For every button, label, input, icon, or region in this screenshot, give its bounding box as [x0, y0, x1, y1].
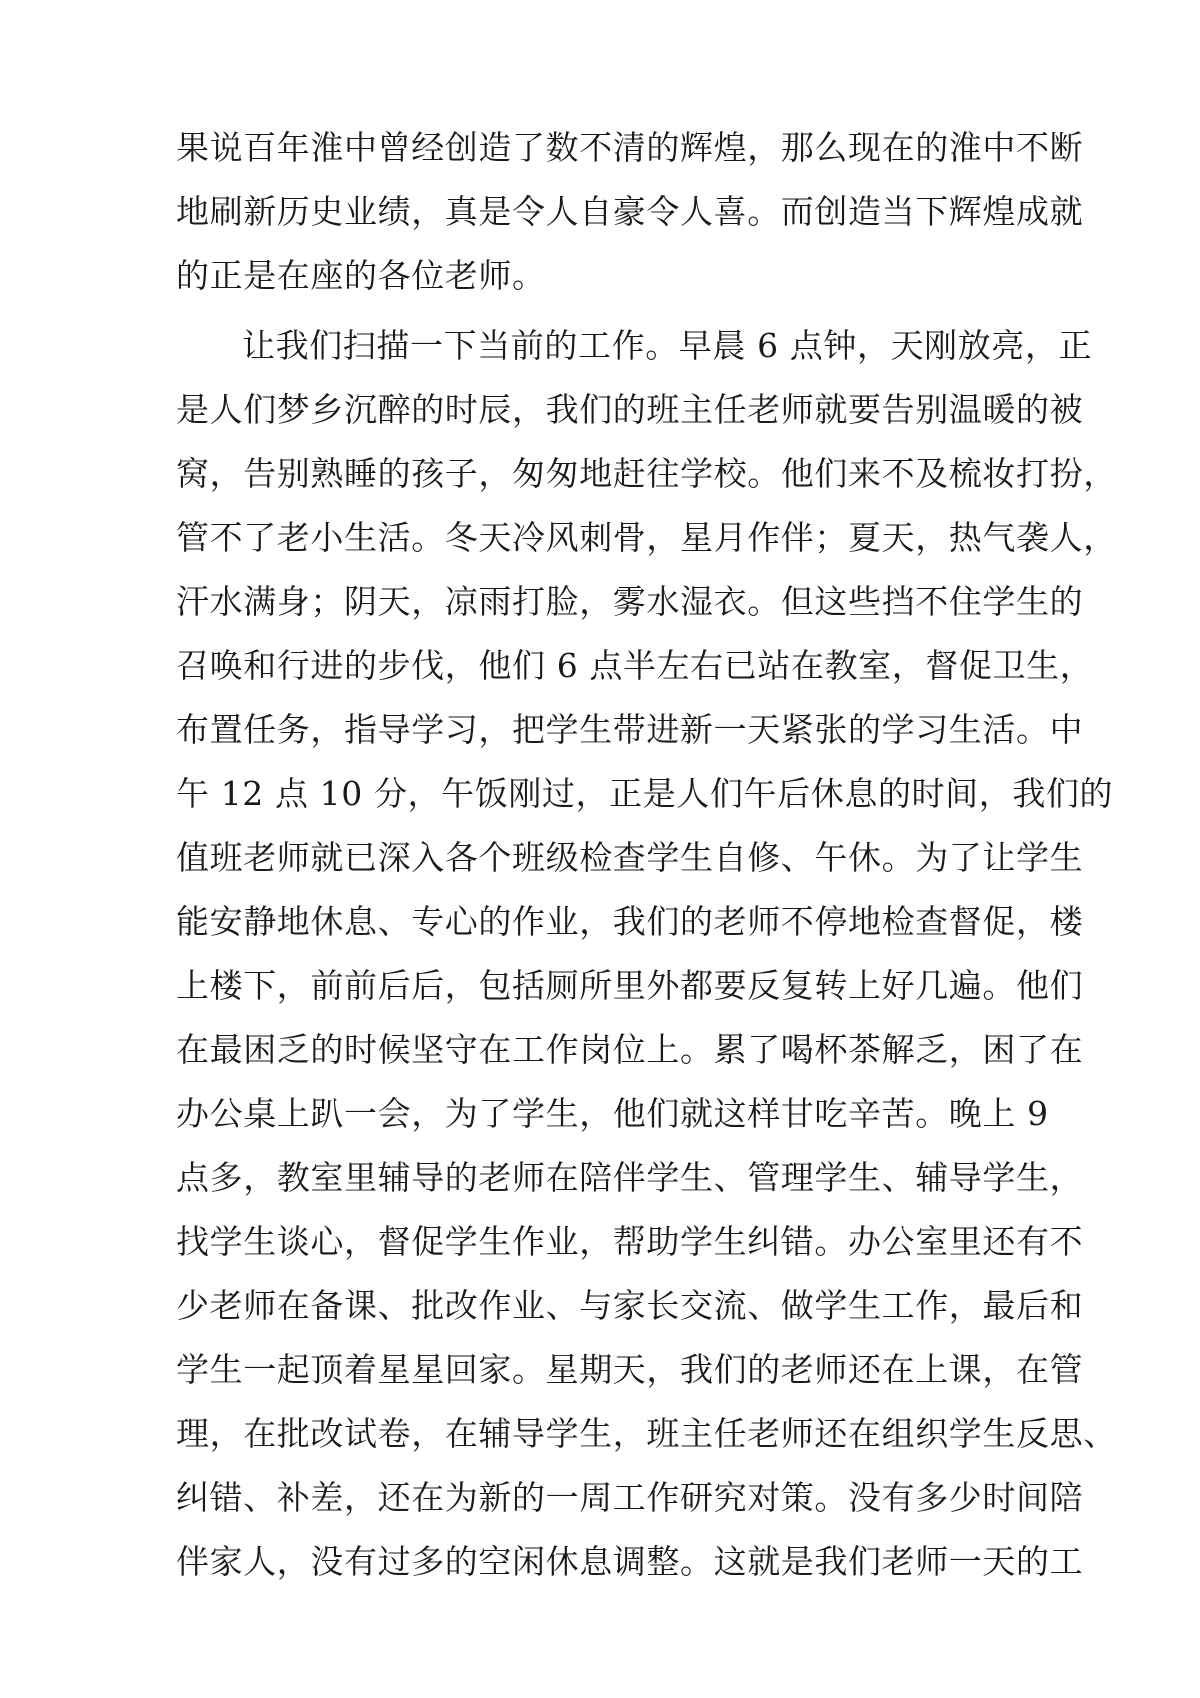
text-line: 找学生谈心，督促学生作业，帮助学生纠错。办公室里还有不: [176, 1222, 1084, 1261]
text-line: 是人们梦乡沉醉的时辰，我们的班主任老师就要告别温暖的被: [176, 390, 1084, 429]
body-text: [176, 116, 1117, 1658]
text-line: 伴家人，没有过多的空闲休息调整。这就是我们老师一天的工: [176, 1542, 1084, 1581]
text-line: 少老师在备课、批改作业、与家长交流、做学生工作，最后和: [176, 1286, 1084, 1325]
text-line: 窝，告别熟睡的孩子，匆匆地赶往学校。他们来不及梳妆打扮，: [176, 454, 1117, 493]
text-line: 点多，教室里辅导的老师在陪伴学生、管理学生、辅导学生，: [176, 1158, 1084, 1197]
text-line: 午 12 点 10 分，午饭刚过，正是人们午后休息的时间，我们的: [176, 774, 1114, 813]
text-line: 汗水满身；阴天，凉雨打脸，雾水湿衣。但这些挡不住学生的: [176, 582, 1084, 621]
text-line: 召唤和行进的步伐，他们 6 点半左右已站在教室，督促卫生，: [176, 646, 1094, 685]
text-line: 值班老师就已深入各个班级检查学生自修、午休。为了让学生: [176, 838, 1084, 877]
text-line: 布置任务，指导学习，把学生带进新一天紧张的学习生活。中: [176, 710, 1084, 749]
text-line: 在最困乏的时候坚守在工作岗位上。累了喝杯茶解乏，困了在: [176, 1030, 1084, 1069]
text-line: 学生一起顶着星星回家。星期天，我们的老师还在上课，在管: [176, 1350, 1084, 1389]
text-line: 地刷新历史业绩，真是令人自豪令人喜。而创造当下辉煌成就: [176, 192, 1084, 231]
text-line: [176, 1594, 1036, 1658]
text-line: 纠错、补差，还在为新的一周工作研究对策。没有多少时间陪: [176, 1478, 1084, 1517]
text-line: 理，在批改试卷，在辅导学生，班主任老师还在组织学生反思、: [176, 1414, 1117, 1453]
text-line: 的正是在座的各位老师。: [176, 256, 546, 295]
text-line: 上楼下，前前后后，包括厕所里外都要反复转上好几遍。他们: [176, 966, 1084, 1005]
text-line: 让我们扫描一下当前的工作。早晨 6 点钟，天刚放亮，正: [242, 326, 1093, 365]
text-line: 办公桌上趴一会，为了学生，他们就这样甘吃辛苦。晚上 9: [176, 1094, 1049, 1133]
text-line: 果说百年淮中曾经创造了数不清的辉煌，那么现在的淮中不断: [176, 128, 1084, 167]
text-line: 能安静地休息、专心的作业，我们的老师不停地检查督促，楼: [176, 902, 1084, 941]
text-line: 管不了老小生活。冬天冷风刺骨，星月作伴；夏天，热气袭人，: [176, 518, 1117, 557]
